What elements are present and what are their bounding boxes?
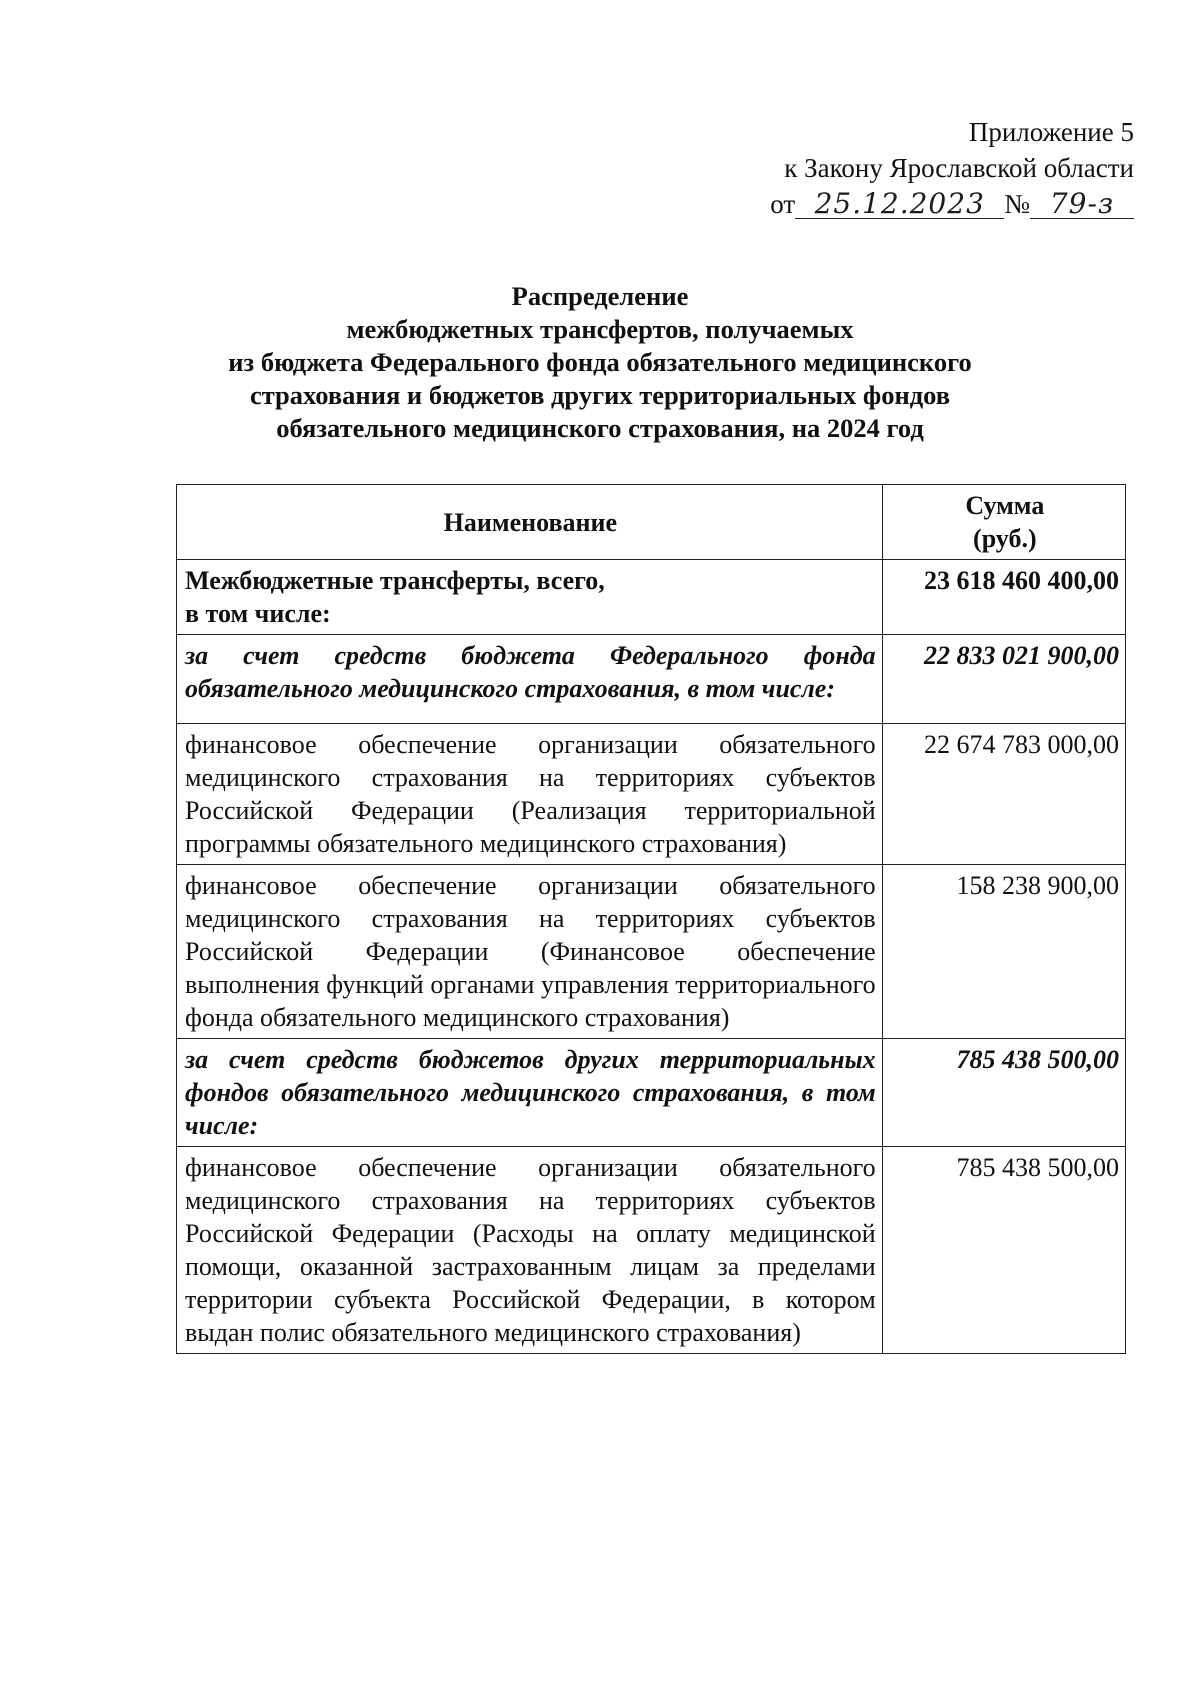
appendix-number: Приложение 5 [968,117,1134,147]
document-title [0,280,1200,445]
row-sum: 23 618 460 400,00 [882,560,1125,635]
appendix-law-reference: к Закону Ярославской области [784,153,1134,183]
header-sum-label: Сумма [965,491,1045,520]
from-prefix: от [770,189,796,219]
table-header-row [177,485,1126,560]
header-sum [882,485,1125,560]
table-row [177,560,1126,635]
title-line-2: межбюджетных трансфертов, получаемых [346,314,854,344]
title-line-1: Распределение [511,281,689,311]
handwritten-date: 25.12.2023 [795,190,1004,219]
row-name: за счет средств бюджета Федерального фонда обязательного медицинского страхования, в том числе: [177,635,883,724]
header-sum-unit: (руб.) [973,524,1037,553]
row-name: за счет средств бюджетов других территориальных фондов обязательного медицинского страхования, в том числе: [177,1039,883,1147]
title-line-3: из бюджета Федерального фонда обязательного медицинского [228,347,972,377]
row-sum: 22 833 021 900,00 [882,635,1125,724]
title-line-5: обязательного медицинского страхования, на 2024 год [276,413,924,443]
header-name-label: Наименование [443,507,617,537]
table-row [177,1039,1126,1147]
table-row [177,635,1126,724]
handwritten-number: 79-з [1030,190,1134,219]
row-name: финансовое обеспечение организации обязательного медицинского страхования на территориях субъектов Российской Федерации (Финансовое обеспечение выполнения функций органами управления территориального фонда обязательного медицинского страхования) [177,865,883,1039]
header-name [177,485,883,560]
transfers-table [176,484,1126,1354]
row-sum: 785 438 500,00 [882,1147,1125,1354]
row-sum: 785 438 500,00 [882,1039,1125,1147]
table-row [177,1147,1126,1354]
table-row [177,865,1126,1039]
row-name: финансовое обеспечение организации обязательного медицинского страхования на территориях субъектов Российской Федерации (Реализация территориальной программы обязательного медицинского страхования) [177,724,883,865]
appendix-block [770,114,1134,222]
appendix-date-number-line [770,186,1134,222]
row-sum: 158 238 900,00 [882,865,1125,1039]
row-name: финансовое обеспечение организации обязательного медицинского страхования на территориях субъектов Российской Федерации (Расходы на оплату медицинской помощи, оказанной застрахованным лицам за пределами территории субъекта Российской Федерации, в котором выдан полис обязательного медицинского страхования) [177,1147,883,1354]
number-sign: № [1004,189,1030,219]
title-line-4: страхования и бюджетов других территориальных фондов [249,380,951,410]
row-sum: 22 674 783 000,00 [882,724,1125,865]
table-row [177,724,1126,865]
row-name: Межбюджетные трансферты, всего, в том числе: [177,560,883,635]
